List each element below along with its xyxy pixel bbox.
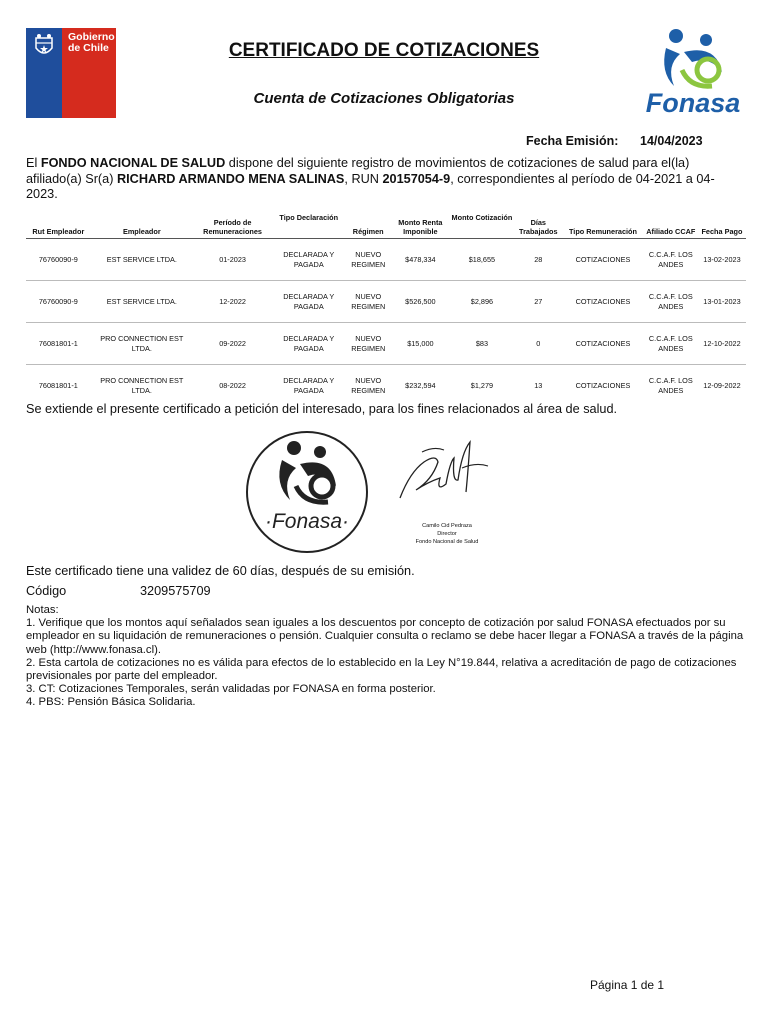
intro-paragraph [26,156,746,203]
signatory-role: Director [437,531,457,537]
table-cell: 28 [514,239,562,281]
table-cell: COTIZACIONES [575,380,631,390]
affiliate-run: 20157054-9 [382,171,451,186]
column-header: Rut Empleador [26,212,91,239]
table-cell: 27 [514,281,562,323]
column-header: Tipo Declaración [272,212,345,239]
table-cell: COTIZACIONES [562,239,643,281]
intro-text: , RUN [344,171,383,186]
table-cell: DECLARADA Y PAGADA [272,323,345,365]
table-cell: NUEVO REGIMEN [345,323,391,365]
table-cell: $2,896 [450,281,515,323]
table-cell: $1,279 [470,380,494,390]
document-subtitle: Cuenta de Cotizaciones Obligatorias [253,90,515,107]
table-cell: 76081801-1 [26,323,91,365]
affiliate-name: RICHARD ARMANDO MENA SALINAS [116,171,345,186]
table-cell: 08-2022 [219,380,246,390]
table-cell: 09-2022 [193,323,272,365]
fecha-emision-label: Fecha Emisión: [526,134,619,148]
table-cell: C.C.A.F. LOS ANDES [644,239,698,281]
codigo-label: Código [26,584,67,598]
table-cell: $18,655 [450,239,515,281]
column-header: Fecha Pago [698,212,746,239]
codigo-value: 3209575709 [140,584,211,598]
column-header: Período de Remuneraciones [193,212,272,239]
gov-logo-line-2: de Chile [68,42,109,54]
table-cell: 12-10-2022 [698,323,746,365]
table-row [26,239,746,281]
director-signature [392,432,498,522]
validity-statement: Este certificado tiene una validez de 60 días, después de su emisión. [26,564,415,578]
notes-section [26,604,746,710]
seal-text: ·Fonasa· [264,510,350,533]
extension-statement: Se extiende el presente certificado a petición del interesado, para los fines relacionados al área de salud. [26,402,618,416]
table-header-row [26,212,746,239]
entity-name: FONDO NACIONAL DE SALUD [40,156,226,170]
fonasa-seal-stamp [244,428,370,556]
column-header: Tipo Remuneración [562,212,643,239]
fecha-emision-value: 14/04/2023 [640,134,703,148]
intro-text: dispone del siguiente registro de movimientos de cotizaciones de salud para el(la) afiliado(a) Sr(a) [26,156,690,186]
table-cell: $83 [450,323,515,365]
table-cell: PRO CONNECTION EST LTDA. [100,376,184,395]
table-row [26,281,746,323]
fonasa-logo [640,26,746,120]
notes-title: Notas: [26,604,59,616]
table-row [26,323,746,365]
table-cell: $526,500 [391,281,449,323]
column-header: Monto Cotización [450,212,515,239]
signatory-block [392,522,502,546]
table-cell: NUEVO REGIMEN [345,281,391,323]
intro-text: , correspondientes al período de 04-2021 a 04-2023. [26,171,715,201]
note-item: 3. CT: Cotizaciones Temporales, serán validadas por FONASA en forma posterior. [26,683,436,696]
table-cell: 76760090-9 [26,239,91,281]
table-cell: C.C.A.F. LOS ANDES [648,376,693,395]
note-item: 2. Esta cartola de cotizaciones no es válida para efectos de lo establecido en la Ley N°19.844, relativa a acreditación de pago de cotizaciones previsionales por parte del empleador. [26,656,737,683]
movements-table [26,212,746,406]
column-header: Días Trabajados [514,212,562,239]
note-item: 4. PBS: Pensión Básica Solidaria. [26,696,196,709]
table-cell: $232,594 [405,380,436,390]
table-cell: NUEVO REGIMEN [351,376,386,395]
table-cell: DECLARADA Y PAGADA [272,281,345,323]
table-cell: 0 [514,323,562,365]
gov-logo-line-1: Gobierno [68,31,115,43]
signatory-name: Camilo Cid Pedraza [422,523,472,529]
table-row [26,365,746,407]
table-cell: 12-2022 [193,281,272,323]
table-cell: NUEVO REGIMEN [345,239,391,281]
table-cell: COTIZACIONES [562,323,643,365]
table-cell: PRO CONNECTION EST LTDA. [91,323,193,365]
table-cell: DECLARADA Y PAGADA [272,239,345,281]
table-cell: EST SERVICE LTDA. [91,281,193,323]
table-cell: $478,334 [391,239,449,281]
table-cell: 76760090-9 [26,281,91,323]
note-item: 1. Verifique que los montos aquí señalados sean iguales a los descuentos por concepto de cotización por salud FONASA efectuados por su empleador en su liquidación de remuneraciones o pensión. Cualquier consulta o reclamo se debe hacer llegar a FONASA a través de la página web (http://www.fonasa.cl). [26,617,744,656]
table-cell: 13-02-2023 [698,239,746,281]
table-cell: 76081801-1 [38,380,78,390]
column-header: Afiliado CCAF [644,212,698,239]
table-cell: 12-09-2022 [703,380,741,390]
table-cell: 13-01-2023 [698,281,746,323]
table-cell: COTIZACIONES [562,281,643,323]
document-title: CERTIFICADO DE COTIZACIONES [228,40,540,61]
table-cell: C.C.A.F. LOS ANDES [644,323,698,365]
table-cell: DECLARADA Y PAGADA [283,376,335,395]
column-header: Régimen [345,212,391,239]
fonasa-logo-text: Fonasa [645,88,741,118]
column-header: Monto Renta Imponible [391,212,449,239]
intro-text: El [26,156,41,170]
table-cell: $15,000 [391,323,449,365]
table-cell: C.C.A.F. LOS ANDES [644,281,698,323]
page-number: Página 1 de 1 [590,978,665,992]
table-cell: EST SERVICE LTDA. [91,239,193,281]
table-cell: 13 [534,380,543,390]
signatory-org: Fondo Nacional de Salud [415,539,479,545]
table-cell: 01-2023 [193,239,272,281]
column-header: Empleador [91,212,193,239]
